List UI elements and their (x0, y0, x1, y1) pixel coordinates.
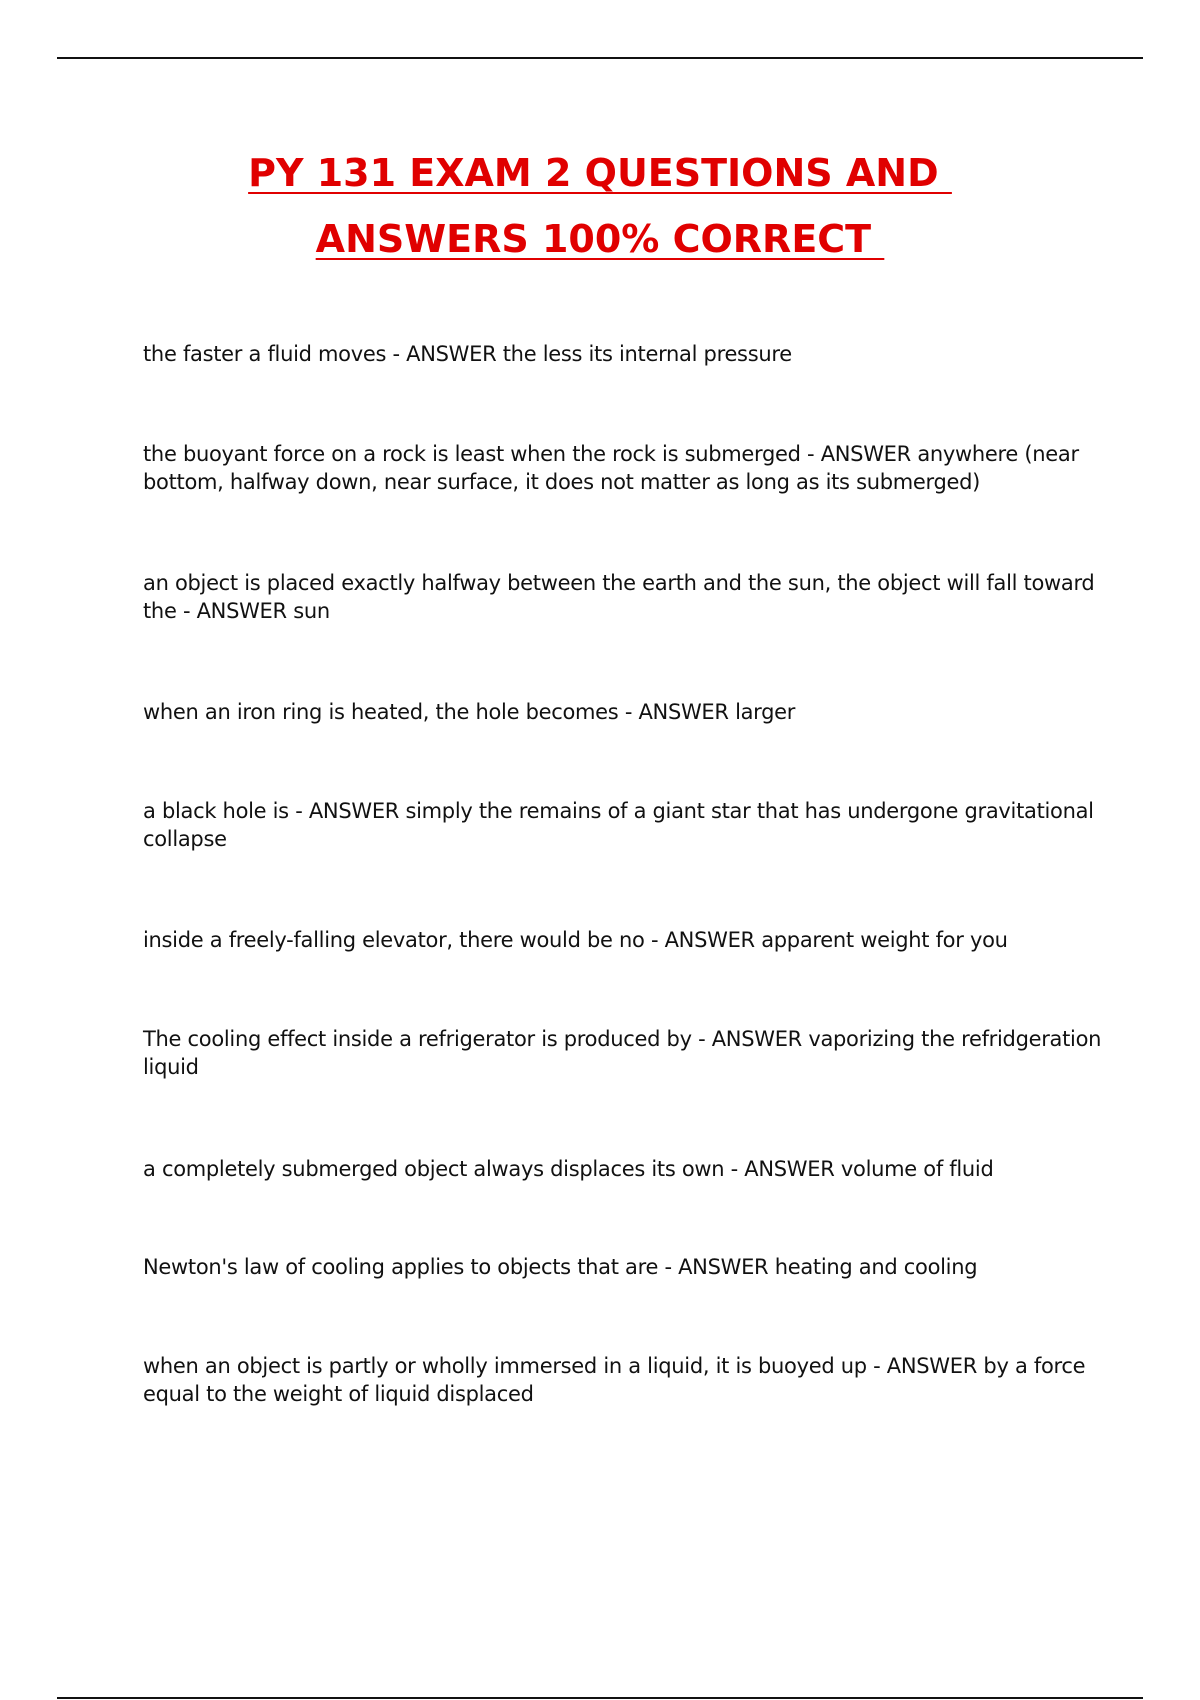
document-title (0, 140, 1200, 272)
qa-item-10: when an object is partly or wholly immersed in a liquid, it is buoyed up - ANSWER by a force equal to the weight of liquid displaced (143, 1354, 1086, 1406)
qa-item-4: when an iron ring is heated, the hole becomes - ANSWER larger (143, 700, 796, 724)
title-line-2: ANSWERS 100% CORRECT (315, 217, 885, 261)
qa-item-6: inside a freely-falling elevator, there would be no - ANSWER apparent weight for you (143, 928, 1008, 952)
qa-item-3: an object is placed exactly halfway between the earth and the sun, the object will fall toward the - ANSWER sun (143, 571, 1095, 623)
qa-item-2: the buoyant force on a rock is least when the rock is submerged - ANSWER anywhere (near bottom, halfway down, near surface, it does not matter as long as its submerged) (143, 442, 1079, 494)
qa-item-7: The cooling effect inside a refrigerator is produced by - ANSWER vaporizing the refridgeration liquid (143, 1027, 1102, 1079)
bottom-divider (57, 1697, 1143, 1699)
qa-item-9: Newton's law of cooling applies to objects that are - ANSWER heating and cooling (143, 1255, 978, 1279)
title-line-1: PY 131 EXAM 2 QUESTIONS AND (248, 151, 952, 195)
top-divider (57, 57, 1143, 59)
qa-item-5: a black hole is - ANSWER simply the remains of a giant star that has undergone gravitational collapse (143, 799, 1094, 851)
qa-item-8: a completely submerged object always displaces its own - ANSWER volume of fluid (143, 1157, 994, 1181)
qa-item-1: the faster a fluid moves - ANSWER the less its internal pressure (143, 342, 792, 366)
